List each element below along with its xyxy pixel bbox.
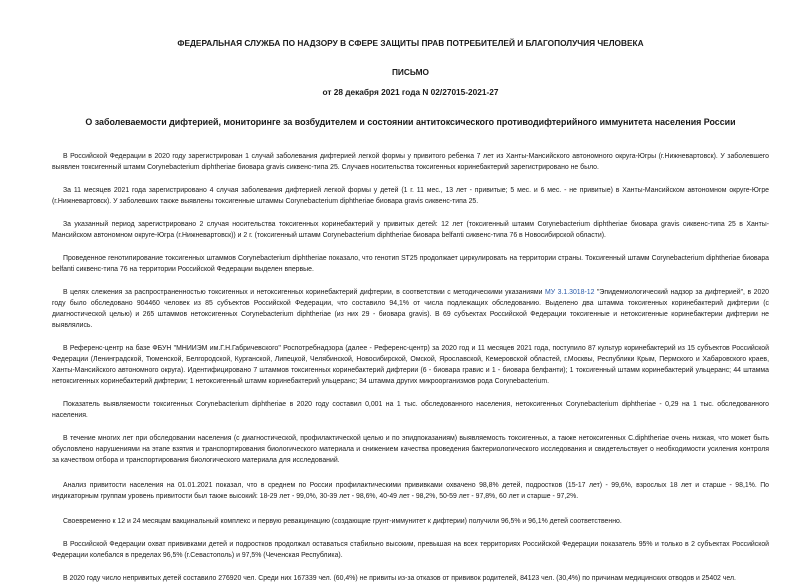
regulation-link[interactable]: МУ 3.1.3018-12 <box>544 289 595 296</box>
agency-heading: ФЕДЕРАЛЬНАЯ СЛУЖБА ПО НАДЗОРУ В СФЕРЕ ЗАЩИТЫ ПРАВ ПОТРЕБИТЕЛЕЙ И БЛАГОПОЛУЧИЯ ЧЕЛОВЕКА <box>177 38 644 48</box>
paragraph-4: Проведенное генотипирование токсигенных штаммов Corynebacterium diphtheriae показало, что генотип ST25 продолжает циркулировать на территории страны. Токсигенный штамм Corynebacterium diphtheriae биовара belfanti сиквенс-типа 76 на территории Российской Федерации выделен впервые. <box>52 255 769 273</box>
paragraph-8: В течение многих лет при обследовании населения (с диагностической, профилактической целью и по эпидпоказаниям) выявляемость токсигенных, а также нетоксигенных C.diphtheriae очень низкая, что может быть обусловлено нарушениями на этапе взятия и транспортирования биологического материала и снижением качества проведения бактериологического исследования и свидетельствует о необходимости усиления контроля за качеством отбора и транспортирования биологического материала для исследований. <box>52 435 769 464</box>
paragraph-2: За 11 месяцев 2021 года зарегистрировано 4 случая заболевания дифтерией легкой формы у детей (1 г. 11 мес., 13 лет - привитые; 5 мес. и 6 мес. - не привитые) в Ханты-Мансийском автономном округе-Югре (г.Нижневартовск). У заболевших также выявлены токсигенные штаммы Corynebacterium diphtheriae биовара gravis сиквенс-типа 25. <box>52 187 769 205</box>
paragraph-12: В 2020 году число непривитых детей составило 276920 чел. Среди них 167339 чел. (60,4%) не привиты из-за отказов от прививок родителей, 84123 чел. (30,4%) по причинам медицинских отводов и 25402 чел. <box>63 575 736 582</box>
paragraph-7: Показатель выявляемости токсигенных Corynebacterium diphtheriae в 2020 году составил 0,001 на 1 тыс. обследованного населения, нетоксигенных Corynebacterium diphtheriae - 0,29 на 1 тыс. обследованного населения. <box>52 401 769 419</box>
document-date-number: от 28 декабря 2021 года N 02/27015-2021-27 <box>322 87 499 97</box>
paragraph-1: В Российской Федерации в 2020 году зарегистрирован 1 случай заболевания дифтерией легкой формы у привитого ребенка 7 лет из Ханты-Мансийского автономного округа-Югры (г.Нижневартовск). У заболевшего выявлен токсигенный штамм Corynebacterium diphtheriae биовара gravis сиквенс-типа 25. Случаев носительства токсигенных коринебактерий зарегистрировано не было. <box>52 153 769 171</box>
document-body <box>52 151 769 584</box>
paragraph-5 <box>52 287 769 331</box>
paragraph-10: Своевременно к 12 и 24 месяцам вакцинальный комплекс и первую ревакцинацию (создающие грунт-иммунитет к дифтерии) получили 96,5% и 96,1% детей соответственно. <box>63 518 622 525</box>
document-type: ПИСЬМО <box>391 67 430 77</box>
paragraph-5-text-b: "Эпидемиологический надзор за дифтерией", в 2020 году было обследовано 904460 человек из 85 субъектов Российской Федерации, что составило 94,1% от числа подлежащих обследованию. Выделено два штамма токсигенных коринебактерий дифтерии (с диагностической целью) и 265 штаммов нетоксигенных Corynebacterium diphtheriae (из них 29 - биовара gravis). В 69 субъектах Российской Федерации токсигенные и нетоксигенные коринебактерии дифтерии не выявлялись. <box>52 289 769 329</box>
paragraph-6: В Референс-центр на базе ФБУН "МНИИЭМ им.Г.Н.Габричевского" Роспотребнадзора (далее - Референс-центр) за 2020 год и 11 месяцев 2021 года, поступило 87 культур коринебактерий из 15 субъектов Российской Федерации (Ленинградской, Тюменской, Белгородской, Курганской, Липецкой, Челябинской, Новосибирской, Омской, Ярославской, Кемеровской областей, г.Москвы, Республики Крым, Пермского и Хабаровского краев, Ханты-Мансийского автономного округа). Идентифицировано 7 штаммов токсигенных коринебактерий дифтерии (6 - биовара гравис и 1 - биовара белфанти); 1 токсигенный штамм коринебактерий ульцеранс; 44 штамма нетоксигенных коринебактерий дифтерии; 1 нетоксигенный штамм коринебактерий ульцеранс; 34 штамма других микроорганизмов рода Corynebacterium. <box>52 345 769 385</box>
paragraph-11: В Российской Федерации охват прививками детей и подростков продолжал оставаться стабильно высоким, превышая на всех территориях Российской Федерации показатель 95% и только в 2 субъектах Российской Федерации колебался в пределах 96,5% (г.Севастополь) и 97,5% (Чеченская Республика). <box>52 541 769 559</box>
paragraph-9: Анализ привитости населения на 01.01.2021 показал, что в среднем по России профилактическими прививками охвачено 98,8% детей, подростков (15-17 лет) - 99,6%, взрослых 18 лет и старше - 98,1%. По индикаторным группам уровень привитости был также высокий: 18-29 лет - 99,0%, 30-39 лет - 98,6%, 40-49 лет - 98,2%, 50-59 лет - 97,8%, 60 лет и старше - 97,2%. <box>52 482 769 500</box>
document-title: О заболеваемости дифтерией, мониторинге за возбудителем и состоянии антитоксического противодифтерийного иммунитета населения России <box>85 117 736 127</box>
paragraph-5-text-a: В целях слежения за распространенностью токсигенных и нетоксигенных коринебактерий дифтерии, в соответствии с методическими указаниями <box>63 289 545 296</box>
paragraph-3: За указанный период зарегистрировано 2 случая носительства токсигенных коринебактерий у привитых детей: 12 лет (токсигенный штамм Corynebacterium diphtheriae биовара gravis сиквенс-типа 25 в Ханты-Мансийском автономном округе-Югра (г.Нижневартовск)) и 2 г. (токсигенный штамм Corynebacterium diphtheriae биовара belfanti сиквенс-типа 76 в Новосибирской области). <box>52 221 769 239</box>
